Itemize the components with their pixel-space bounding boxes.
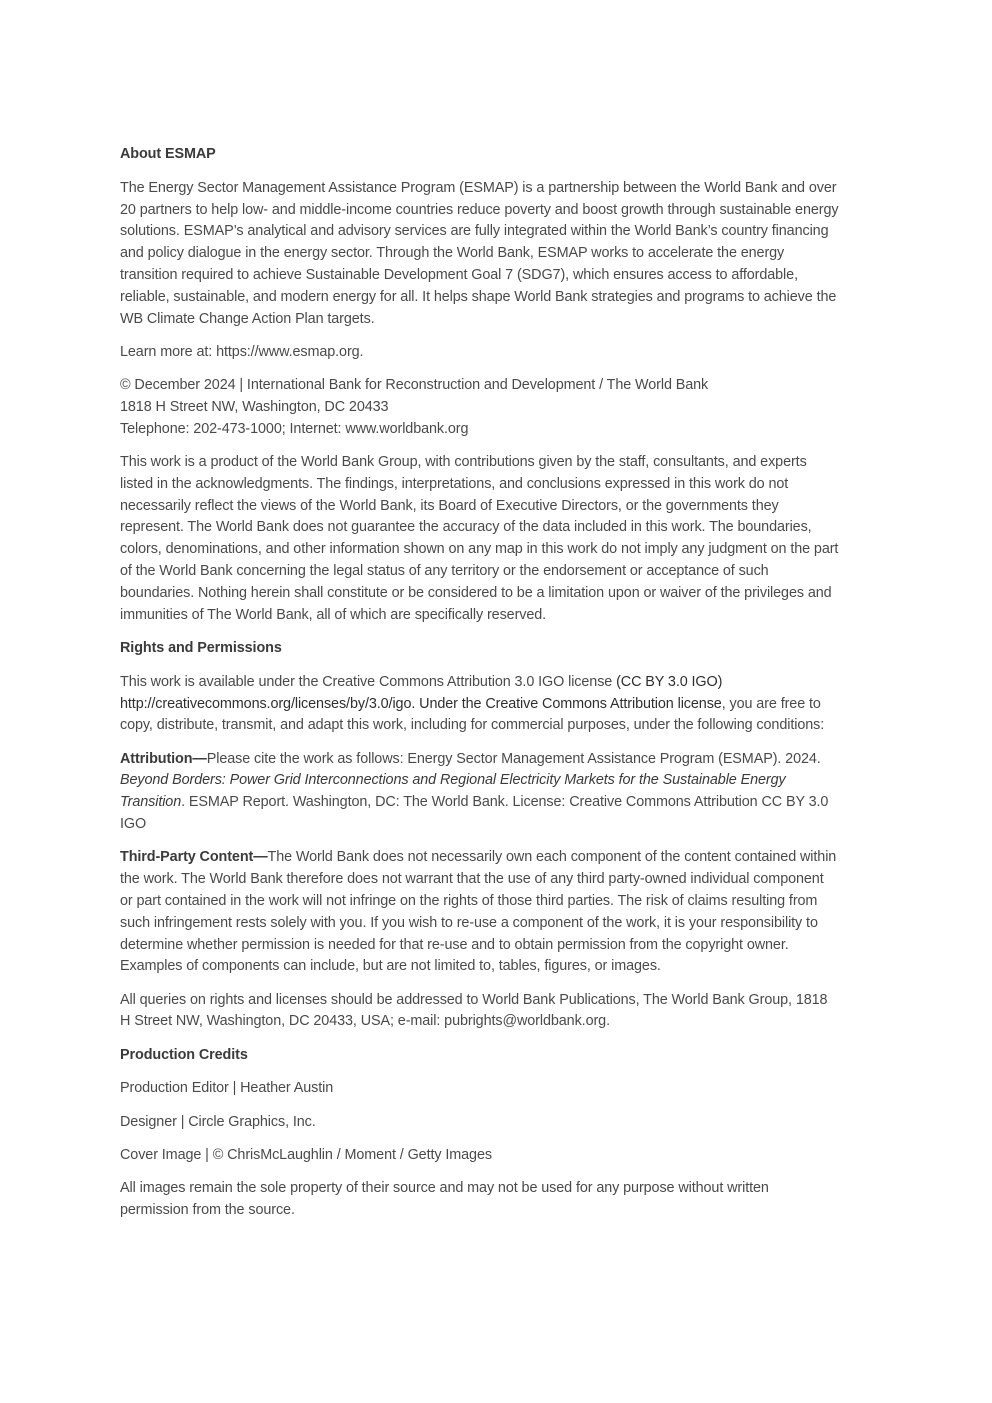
contact-line: Telephone: 202-473-1000; Internet: www.worldbank.org (120, 420, 469, 437)
attribution-post: . ESMAP Report. Washington, DC: The World Bank. License: Creative Commons Attribution CC BY 3.0 IGO (120, 794, 829, 833)
credit-designer: Designer | Circle Graphics, Inc. (120, 1113, 316, 1130)
credit-editor: Production Editor | Heather Austin (120, 1080, 334, 1097)
license-intro: This work is available under the Creative Commons Attribution 3.0 IGO license (120, 673, 617, 690)
license-paragraph (120, 672, 840, 737)
address-line: 1818 H Street NW, Washington, DC 20433 (120, 398, 389, 415)
copyright-block (120, 375, 840, 440)
attribution-label: Attribution— (120, 750, 207, 767)
license-link[interactable]: http://creativecommons.org/licenses/by/3.0/igo. Under the Creative Commons Attribution license (120, 695, 722, 712)
attribution-pre: Please cite the work as follows: Energy Sector Management Assistance Program (ESMAP). 2024. (206, 750, 821, 767)
rights-heading: Rights and Permissions (120, 639, 282, 656)
document-page (120, 144, 840, 1233)
report-title: Beyond Borders: Power Grid Interconnections and Regional Electricity Markets for the Sustainable Energy Transition (120, 772, 786, 811)
credits-heading: Production Credits (120, 1046, 248, 1063)
disclaimer-paragraph: This work is a product of the World Bank Group, with contributions given by the staff, consultants, and experts listed in the acknowledgments. The findings, interpretations, and conclusions expressed in this work do not necessarily reflect the views of the World Bank, its Board of Executive Directors, or the governments they represent. The World Bank does not guarantee the accuracy of the data included in this work. The boundaries, colors, denominations, and other information shown on any map in this work do not imply any judgment on the part of the World Bank concerning the legal status of any territory or the endorsement or acceptance of such boundaries. Nothing herein shall constitute or be considered to be a limitation upon or waiver of the privileges and immunities of The World Bank, all of which are specifically reserved. (120, 454, 839, 623)
third-party-body: The World Bank does not necessarily own each component of the content contained within the work. The World Bank therefore does not warrant that the use of any third party-owned individual component or part contained in the work will not infringe on the rights of those third parties. The risk of claims resulting from such infringement rests solely with you. If you wish to re-use a component of the work, it is your responsibility to determine whether permission is needed for that re-use and to obtain permission from the copyright owner. Examples of components can include, but are not limited to, tables, figures, or images. (120, 849, 837, 975)
images-rights-note: All images remain the sole property of their source and may not be used for any purpose without written permission from the source. (120, 1180, 769, 1219)
license-code: (CC BY 3.0 IGO) (616, 673, 723, 690)
third-party-paragraph (120, 847, 840, 978)
about-heading: About ESMAP (120, 146, 216, 162)
about-paragraph: The Energy Sector Management Assistance Program (ESMAP) is a partnership between the World Bank and over 20 partners to help low- and middle-income countries reduce poverty and boost growth through sustainable energy solutions. ESMAP’s analytical and advisory services are fully integrated within the World Bank’s country financing and policy dialogue in the energy sector. Through the World Bank, ESMAP works to accelerate the energy transition required to achieve Sustainable Development Goal 7 (SDG7), which ensures access to affordable, reliable, sustainable, and modern energy for all. It helps shape World Bank strategies and programs to achieve the WB Climate Change Action Plan targets. (120, 179, 839, 327)
credit-cover-image: Cover Image | © ChrisMcLaughlin / Moment / Getty Images (120, 1147, 492, 1164)
learn-more-text: Learn more at: https://www.esmap.org. (120, 343, 364, 360)
copyright-line: © December 2024 | International Bank for Reconstruction and Development / The World Bank (120, 377, 709, 394)
license-rest: , you are free to copy, distribute, transmit, and adapt this work, including for commercial purposes, under the following conditions: (120, 695, 825, 734)
third-party-label: Third-Party Content— (120, 849, 268, 866)
queries-paragraph: All queries on rights and licenses should be addressed to World Bank Publications, The World Bank Group, 1818 H Street NW, Washington, DC 20433, USA; e-mail: pubrights@worldbank.org. (120, 991, 828, 1030)
attribution-paragraph (120, 749, 840, 836)
